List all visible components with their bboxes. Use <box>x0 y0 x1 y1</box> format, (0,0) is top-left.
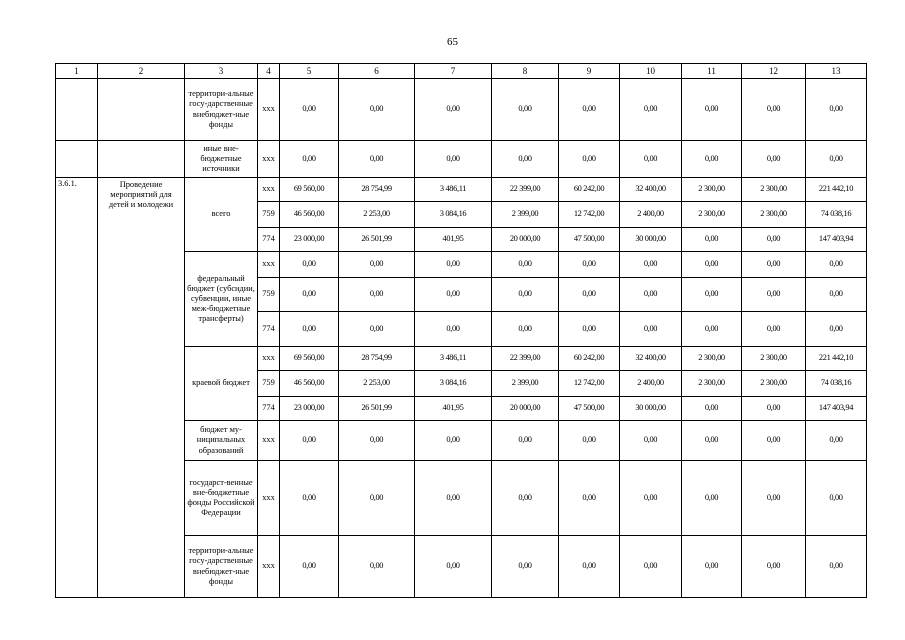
value-cell: 0,00 <box>620 312 682 347</box>
value-cell: 0,00 <box>682 536 742 598</box>
value-cell: 0,00 <box>620 421 682 461</box>
value-cell: 23 000,00 <box>280 397 339 421</box>
value-cell: 3 084,16 <box>415 202 492 228</box>
value-cell: 0,00 <box>280 141 339 178</box>
value-cell: 2 300,00 <box>742 178 806 202</box>
value-cell: 0,00 <box>415 312 492 347</box>
value-cell: 0,00 <box>682 397 742 421</box>
code-cell: 774 <box>258 397 280 421</box>
code-cell: 759 <box>258 371 280 397</box>
funding-source-cell: всего <box>185 178 258 252</box>
value-cell: 2 300,00 <box>682 347 742 371</box>
code-cell: ххх <box>258 421 280 461</box>
header-cell: 3 <box>185 64 258 79</box>
value-cell: 0,00 <box>339 312 415 347</box>
value-cell: 0,00 <box>415 536 492 598</box>
funding-source-cell: государст-венные вне-бюджетные фонды Российской Федерации <box>185 461 258 536</box>
value-cell: 12 742,00 <box>559 371 620 397</box>
value-cell: 0,00 <box>682 461 742 536</box>
value-cell: 0,00 <box>280 278 339 312</box>
value-cell: 0,00 <box>280 536 339 598</box>
value-cell: 0,00 <box>682 278 742 312</box>
value-cell: 0,00 <box>742 79 806 141</box>
value-cell: 2 399,00 <box>492 202 559 228</box>
value-cell: 0,00 <box>559 141 620 178</box>
value-cell: 0,00 <box>682 141 742 178</box>
value-cell: 32 400,00 <box>620 178 682 202</box>
value-cell: 74 038,16 <box>806 371 867 397</box>
value-cell: 0,00 <box>806 461 867 536</box>
value-cell: 0,00 <box>620 461 682 536</box>
header-row <box>56 64 867 79</box>
value-cell: 0,00 <box>339 79 415 141</box>
header-cell: 10 <box>620 64 682 79</box>
value-cell: 2 399,00 <box>492 371 559 397</box>
value-cell: 47 500,00 <box>559 228 620 252</box>
header-cell: 5 <box>280 64 339 79</box>
value-cell: 22 399,00 <box>492 347 559 371</box>
header-cell: 13 <box>806 64 867 79</box>
value-cell: 2 300,00 <box>742 202 806 228</box>
code-cell: 759 <box>258 278 280 312</box>
value-cell: 401,95 <box>415 228 492 252</box>
code-cell: ххх <box>258 141 280 178</box>
value-cell: 3 486,11 <box>415 178 492 202</box>
value-cell: 0,00 <box>620 79 682 141</box>
header-cell: 2 <box>98 64 185 79</box>
value-cell: 60 242,00 <box>559 347 620 371</box>
value-cell: 0,00 <box>742 252 806 278</box>
page-number: 65 <box>447 36 458 48</box>
header-cell: 12 <box>742 64 806 79</box>
code-cell: 774 <box>258 312 280 347</box>
value-cell: 401,95 <box>415 397 492 421</box>
value-cell: 0,00 <box>492 421 559 461</box>
value-cell: 147 403,94 <box>806 228 867 252</box>
value-cell: 0,00 <box>742 312 806 347</box>
item-number-cell <box>56 79 98 141</box>
value-cell: 2 300,00 <box>742 347 806 371</box>
value-cell: 0,00 <box>415 461 492 536</box>
value-cell: 22 399,00 <box>492 178 559 202</box>
value-cell: 0,00 <box>682 421 742 461</box>
value-cell: 0,00 <box>339 278 415 312</box>
value-cell: 0,00 <box>339 141 415 178</box>
value-cell: 0,00 <box>492 461 559 536</box>
header-cell: 7 <box>415 64 492 79</box>
value-cell: 0,00 <box>280 79 339 141</box>
code-cell: 759 <box>258 202 280 228</box>
value-cell: 0,00 <box>742 141 806 178</box>
code-cell: ххх <box>258 536 280 598</box>
value-cell: 0,00 <box>415 278 492 312</box>
value-cell: 0,00 <box>742 228 806 252</box>
code-cell: ххх <box>258 178 280 202</box>
value-cell: 0,00 <box>806 252 867 278</box>
table-row <box>56 178 867 202</box>
value-cell: 0,00 <box>682 79 742 141</box>
value-cell: 221 442,10 <box>806 178 867 202</box>
header-cell: 6 <box>339 64 415 79</box>
value-cell: 32 400,00 <box>620 347 682 371</box>
value-cell: 0,00 <box>742 461 806 536</box>
header-cell: 4 <box>258 64 280 79</box>
code-cell: ххх <box>258 347 280 371</box>
value-cell: 0,00 <box>620 536 682 598</box>
value-cell: 0,00 <box>806 278 867 312</box>
value-cell: 47 500,00 <box>559 397 620 421</box>
item-number-cell <box>56 141 98 178</box>
value-cell: 0,00 <box>415 252 492 278</box>
value-cell: 0,00 <box>559 278 620 312</box>
value-cell: 0,00 <box>280 312 339 347</box>
table-row <box>56 141 867 178</box>
value-cell: 2 300,00 <box>682 202 742 228</box>
value-cell: 20 000,00 <box>492 228 559 252</box>
value-cell: 30 000,00 <box>620 228 682 252</box>
value-cell: 0,00 <box>682 312 742 347</box>
value-cell: 0,00 <box>682 252 742 278</box>
funding-source-cell: федеральный бюджет (субсидии, субвенции, иные меж-бюджетные трансферты) <box>185 252 258 347</box>
value-cell: 0,00 <box>559 461 620 536</box>
value-cell: 0,00 <box>339 252 415 278</box>
item-name-cell: Проведение мероприятий для детей и молодежи <box>98 178 185 598</box>
value-cell: 0,00 <box>339 421 415 461</box>
value-cell: 0,00 <box>742 397 806 421</box>
value-cell: 0,00 <box>806 421 867 461</box>
value-cell: 74 038,16 <box>806 202 867 228</box>
budget-table <box>55 63 867 598</box>
value-cell: 0,00 <box>559 252 620 278</box>
value-cell: 0,00 <box>559 312 620 347</box>
value-cell: 46 560,00 <box>280 202 339 228</box>
value-cell: 0,00 <box>806 536 867 598</box>
table-row <box>56 79 867 141</box>
value-cell: 0,00 <box>806 79 867 141</box>
value-cell: 0,00 <box>492 252 559 278</box>
value-cell: 69 560,00 <box>280 178 339 202</box>
value-cell: 69 560,00 <box>280 347 339 371</box>
value-cell: 0,00 <box>620 141 682 178</box>
value-cell: 0,00 <box>492 141 559 178</box>
value-cell: 2 300,00 <box>682 178 742 202</box>
value-cell: 0,00 <box>742 278 806 312</box>
value-cell: 26 501,99 <box>339 228 415 252</box>
value-cell: 0,00 <box>280 421 339 461</box>
value-cell: 0,00 <box>742 421 806 461</box>
value-cell: 0,00 <box>559 536 620 598</box>
code-cell: ххх <box>258 79 280 141</box>
value-cell: 2 253,00 <box>339 371 415 397</box>
value-cell: 3 084,16 <box>415 371 492 397</box>
value-cell: 46 560,00 <box>280 371 339 397</box>
value-cell: 0,00 <box>415 141 492 178</box>
value-cell: 0,00 <box>492 79 559 141</box>
value-cell: 28 754,99 <box>339 178 415 202</box>
value-cell: 2 400,00 <box>620 371 682 397</box>
funding-source-cell: бюджет му-ниципальных образований <box>185 421 258 461</box>
value-cell: 0,00 <box>280 461 339 536</box>
item-name-cell <box>98 141 185 178</box>
value-cell: 147 403,94 <box>806 397 867 421</box>
value-cell: 12 742,00 <box>559 202 620 228</box>
value-cell: 28 754,99 <box>339 347 415 371</box>
value-cell: 0,00 <box>339 536 415 598</box>
value-cell: 20 000,00 <box>492 397 559 421</box>
value-cell: 0,00 <box>682 228 742 252</box>
value-cell: 0,00 <box>559 79 620 141</box>
item-name-cell <box>98 79 185 141</box>
funding-source-cell: иные вне-бюджетные источники <box>185 141 258 178</box>
value-cell: 0,00 <box>492 536 559 598</box>
header-cell: 11 <box>682 64 742 79</box>
value-cell: 2 400,00 <box>620 202 682 228</box>
value-cell: 0,00 <box>742 536 806 598</box>
value-cell: 60 242,00 <box>559 178 620 202</box>
value-cell: 0,00 <box>806 312 867 347</box>
code-cell: ххх <box>258 252 280 278</box>
value-cell: 0,00 <box>492 312 559 347</box>
value-cell: 0,00 <box>415 79 492 141</box>
value-cell: 30 000,00 <box>620 397 682 421</box>
code-cell: 774 <box>258 228 280 252</box>
header-cell: 8 <box>492 64 559 79</box>
funding-source-cell: территори-альные госу-дарственные внебюджет-ные фонды <box>185 536 258 598</box>
item-number-cell: 3.6.1. <box>56 178 98 598</box>
value-cell: 0,00 <box>806 141 867 178</box>
value-cell: 26 501,99 <box>339 397 415 421</box>
value-cell: 2 253,00 <box>339 202 415 228</box>
value-cell: 0,00 <box>620 252 682 278</box>
value-cell: 0,00 <box>339 461 415 536</box>
value-cell: 0,00 <box>620 278 682 312</box>
funding-source-cell: краевой бюджет <box>185 347 258 421</box>
value-cell: 0,00 <box>492 278 559 312</box>
header-cell: 1 <box>56 64 98 79</box>
value-cell: 0,00 <box>559 421 620 461</box>
value-cell: 23 000,00 <box>280 228 339 252</box>
funding-source-cell: территори-альные госу-дарственные внебюджет-ные фонды <box>185 79 258 141</box>
code-cell: ххх <box>258 461 280 536</box>
header-cell: 9 <box>559 64 620 79</box>
value-cell: 221 442,10 <box>806 347 867 371</box>
value-cell: 3 486,11 <box>415 347 492 371</box>
value-cell: 0,00 <box>280 252 339 278</box>
value-cell: 2 300,00 <box>742 371 806 397</box>
value-cell: 0,00 <box>415 421 492 461</box>
value-cell: 2 300,00 <box>682 371 742 397</box>
